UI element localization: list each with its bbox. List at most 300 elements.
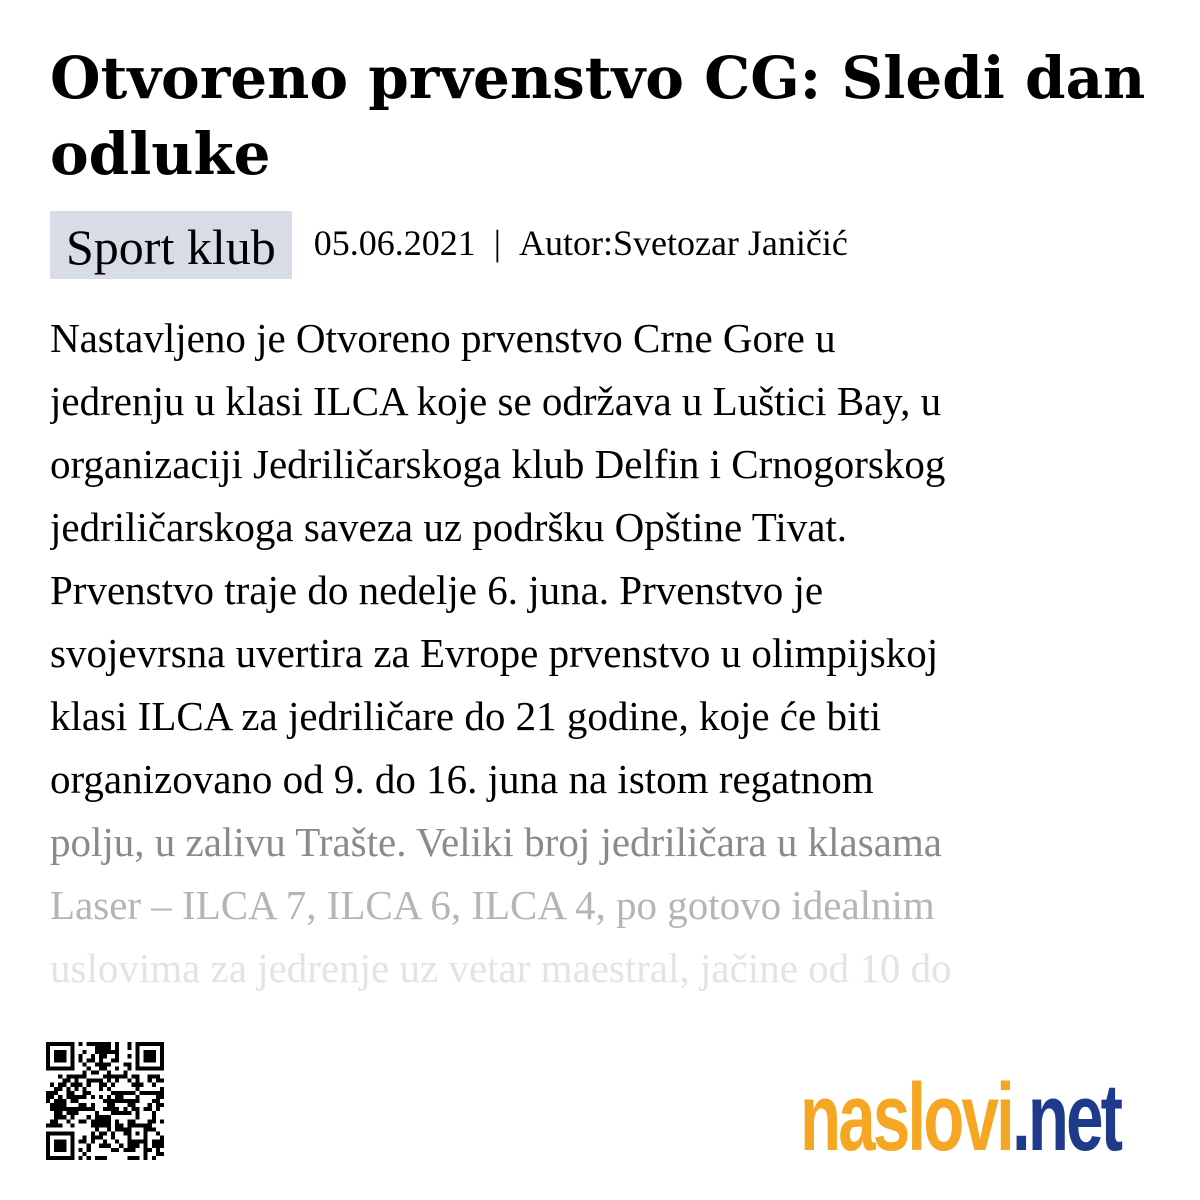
qr-module [115, 1058, 119, 1062]
qr-module [136, 1156, 140, 1160]
qr-module [95, 1136, 99, 1140]
qr-module [91, 1095, 95, 1099]
qr-module [123, 1107, 127, 1111]
qr-module [136, 1050, 140, 1054]
qr-module [79, 1148, 83, 1152]
qr-module [156, 1140, 160, 1144]
qr-module [119, 1075, 123, 1079]
qr-module [46, 1062, 50, 1066]
qr-module [66, 1107, 70, 1111]
qr-module [66, 1119, 70, 1123]
qr-module [136, 1099, 140, 1103]
qr-module [127, 1079, 131, 1083]
qr-module [95, 1119, 99, 1123]
qr-module [46, 1132, 50, 1136]
qr-module [91, 1132, 95, 1136]
body-line: polju, u zalivu Trašte. Veliki broj jedriličara u klasama [50, 819, 942, 865]
qr-module [156, 1095, 160, 1099]
qr-module [103, 1140, 107, 1144]
qr-module [91, 1070, 95, 1074]
qr-module [70, 1075, 74, 1079]
qr-module [140, 1042, 144, 1046]
qr-module [131, 1099, 135, 1103]
qr-module [123, 1127, 127, 1131]
logo-net: .net [1011, 1064, 1121, 1171]
qr-module [99, 1115, 103, 1119]
qr-module [148, 1119, 152, 1123]
qr-module [152, 1075, 156, 1079]
qr-module [152, 1127, 156, 1131]
qr-module [107, 1050, 111, 1054]
qr-module [115, 1099, 119, 1103]
qr-module [136, 1079, 140, 1083]
qr-module [152, 1099, 156, 1103]
qr-module [107, 1075, 111, 1079]
qr-module [103, 1107, 107, 1111]
qr-module [74, 1079, 78, 1083]
qr-module [66, 1132, 70, 1136]
qr-module [103, 1123, 107, 1127]
qr-module [160, 1050, 164, 1054]
qr-module [148, 1103, 152, 1107]
qr-module [70, 1095, 74, 1099]
qr-module [127, 1103, 131, 1107]
qr-module [70, 1042, 74, 1046]
qr-module [79, 1058, 83, 1062]
qr-module [79, 1119, 83, 1123]
qr-module [131, 1107, 135, 1111]
qr-module [54, 1132, 58, 1136]
qr-module [144, 1140, 148, 1144]
qr-module [62, 1156, 66, 1160]
qr-code-icon [46, 1040, 164, 1162]
qr-module [140, 1123, 144, 1127]
qr-module [58, 1140, 62, 1144]
qr-module [58, 1103, 62, 1107]
qr-module [152, 1115, 156, 1119]
qr-module [99, 1156, 103, 1160]
qr-module [70, 1050, 74, 1054]
qr-module [115, 1066, 119, 1070]
qr-module [119, 1111, 123, 1115]
qr-module [123, 1099, 127, 1103]
qr-module [54, 1087, 58, 1091]
qr-module [140, 1066, 144, 1070]
qr-module [62, 1079, 66, 1083]
qr-module [87, 1156, 91, 1160]
qr-module [111, 1132, 115, 1136]
body-line: Laser – ILCA 7, ILCA 6, ILCA 4, po gotovo idealnim [50, 882, 935, 928]
qr-module [156, 1079, 160, 1083]
qr-module [62, 1066, 66, 1070]
qr-module [54, 1111, 58, 1115]
qr-module [95, 1127, 99, 1131]
qr-module [54, 1103, 58, 1107]
qr-module [103, 1119, 107, 1123]
qr-module [54, 1140, 58, 1144]
qr-module [144, 1144, 148, 1148]
qr-module [79, 1107, 83, 1111]
qr-module [66, 1091, 70, 1095]
qr-module [111, 1058, 115, 1062]
qr-module [123, 1148, 127, 1152]
qr-module [136, 1140, 140, 1144]
qr-module [62, 1107, 66, 1111]
qr-module [58, 1148, 62, 1152]
qr-module [115, 1095, 119, 1099]
qr-module [46, 1050, 50, 1054]
qr-module [50, 1132, 54, 1136]
qr-module [46, 1144, 50, 1148]
qr-module [87, 1066, 91, 1070]
meta-separator: | [493, 223, 501, 263]
qr-module [83, 1070, 87, 1074]
qr-module [58, 1111, 62, 1115]
qr-module [148, 1050, 152, 1054]
qr-module [62, 1115, 66, 1119]
qr-module [70, 1152, 74, 1156]
qr-module [58, 1075, 62, 1079]
qr-module [62, 1132, 66, 1136]
qr-module [111, 1148, 115, 1152]
qr-module [66, 1075, 70, 1079]
qr-module [87, 1079, 91, 1083]
qr-module [131, 1140, 135, 1144]
qr-module [160, 1119, 164, 1123]
qr-module [127, 1091, 131, 1095]
qr-module [54, 1091, 58, 1095]
qr-module [127, 1123, 131, 1127]
qr-module [127, 1144, 131, 1148]
qr-module [111, 1111, 115, 1115]
qr-module [107, 1115, 111, 1119]
qr-module [107, 1087, 111, 1091]
qr-module [62, 1099, 66, 1103]
qr-module [160, 1042, 164, 1046]
qr-module [144, 1050, 148, 1054]
qr-module [107, 1099, 111, 1103]
body-line: Nastavljeno je Otvoreno prvenstvo Crne Gore u [50, 315, 836, 361]
qr-module [46, 1123, 50, 1127]
qr-module [115, 1127, 119, 1131]
qr-module [160, 1095, 164, 1099]
qr-module [87, 1115, 91, 1119]
qr-module [111, 1083, 115, 1087]
qr-module [111, 1075, 115, 1079]
qr-module [99, 1119, 103, 1123]
qr-module [62, 1050, 66, 1054]
qr-module [148, 1054, 152, 1058]
qr-module [74, 1111, 78, 1115]
qr-module [54, 1107, 58, 1111]
qr-module [50, 1119, 54, 1123]
qr-module [62, 1140, 66, 1144]
qr-module [95, 1156, 99, 1160]
qr-module [127, 1099, 131, 1103]
qr-module [74, 1099, 78, 1103]
body-line: uslovima za jedrenje uz vetar maestral, jačine od 10 do [50, 945, 952, 991]
qr-module [70, 1091, 74, 1095]
qr-module [99, 1058, 103, 1062]
qr-module [148, 1127, 152, 1131]
qr-module [46, 1054, 50, 1058]
qr-module [91, 1123, 95, 1127]
qr-module [83, 1107, 87, 1111]
qr-module [95, 1050, 99, 1054]
qr-module [115, 1050, 119, 1054]
qr-module [95, 1042, 99, 1046]
qr-module [83, 1152, 87, 1156]
qr-module [131, 1144, 135, 1148]
qr-module [99, 1079, 103, 1083]
qr-module [103, 1075, 107, 1079]
qr-module [111, 1050, 115, 1054]
qr-module [66, 1066, 70, 1070]
qr-module [46, 1152, 50, 1156]
qr-module [131, 1148, 135, 1152]
qr-module [127, 1127, 131, 1131]
qr-module [152, 1050, 156, 1054]
qr-module [131, 1156, 135, 1160]
qr-module [140, 1083, 144, 1087]
qr-module [95, 1115, 99, 1119]
qr-module [66, 1156, 70, 1160]
qr-module [107, 1103, 111, 1107]
qr-module [74, 1095, 78, 1099]
qr-module [91, 1079, 95, 1083]
qr-module [91, 1107, 95, 1111]
logo-naslovi: naslovi [800, 1064, 1012, 1171]
qr-module [144, 1148, 148, 1152]
qr-module [74, 1087, 78, 1091]
qr-module [70, 1062, 74, 1066]
qr-module [111, 1091, 115, 1095]
qr-module [119, 1095, 123, 1099]
qr-module [99, 1123, 103, 1127]
qr-module [99, 1066, 103, 1070]
qr-module [152, 1144, 156, 1148]
qr-module [103, 1099, 107, 1103]
qr-module [79, 1083, 83, 1087]
qr-module [111, 1099, 115, 1103]
qr-module [91, 1136, 95, 1140]
qr-module [62, 1083, 66, 1087]
site-logo[interactable] [800, 1064, 1121, 1171]
body-line: klasi ILCA za jedriličare do 21 godine, koje će biti [50, 693, 882, 739]
qr-module [127, 1046, 131, 1050]
qr-module [115, 1123, 119, 1127]
qr-module [136, 1046, 140, 1050]
qr-module [58, 1042, 62, 1046]
qr-module [99, 1095, 103, 1099]
qr-module [74, 1075, 78, 1079]
qr-module [103, 1083, 107, 1087]
qr-module [136, 1083, 140, 1087]
qr-module [99, 1062, 103, 1066]
qr-module [119, 1127, 123, 1131]
qr-module [58, 1066, 62, 1070]
qr-module [103, 1156, 107, 1160]
qr-module [160, 1079, 164, 1083]
qr-module [152, 1140, 156, 1144]
qr-module [46, 1095, 50, 1099]
qr-module [131, 1103, 135, 1107]
qr-module [54, 1156, 58, 1160]
qr-module [58, 1058, 62, 1062]
qr-module [115, 1111, 119, 1115]
qr-module [103, 1050, 107, 1054]
qr-module [54, 1115, 58, 1119]
qr-module [160, 1140, 164, 1144]
qr-module [136, 1132, 140, 1136]
article-meta [50, 211, 848, 283]
qr-module [91, 1140, 95, 1144]
qr-module [148, 1148, 152, 1152]
source-badge[interactable]: Sport klub [50, 211, 292, 279]
qr-module [87, 1042, 91, 1046]
qr-module [70, 1156, 74, 1160]
qr-module [54, 1123, 58, 1127]
qr-module [50, 1103, 54, 1107]
qr-module [136, 1111, 140, 1115]
qr-module [70, 1136, 74, 1140]
qr-module [83, 1075, 87, 1079]
qr-module [50, 1123, 54, 1127]
qr-module [144, 1054, 148, 1058]
qr-module [119, 1144, 123, 1148]
qr-module [54, 1099, 58, 1103]
qr-module [50, 1107, 54, 1111]
qr-module [103, 1066, 107, 1070]
qr-module [115, 1140, 119, 1144]
qr-module [99, 1083, 103, 1087]
qr-module [54, 1050, 58, 1054]
qr-module [156, 1107, 160, 1111]
qr-module [103, 1062, 107, 1066]
qr-module [107, 1144, 111, 1148]
qr-module [70, 1132, 74, 1136]
qr-module [103, 1046, 107, 1050]
qr-module [70, 1115, 74, 1119]
qr-module [107, 1046, 111, 1050]
qr-module [107, 1123, 111, 1127]
qr-module [58, 1144, 62, 1148]
body-line: jedrenju u klasi ILCA koje se održava u Luštici Bay, u [50, 378, 942, 424]
qr-module [83, 1050, 87, 1054]
qr-module [144, 1066, 148, 1070]
qr-module [160, 1087, 164, 1091]
qr-module [115, 1079, 119, 1083]
qr-module [58, 1107, 62, 1111]
article-author: Autor:Svetozar Janičić [518, 223, 848, 263]
qr-module [156, 1066, 160, 1070]
qr-module [99, 1087, 103, 1091]
qr-module [140, 1140, 144, 1144]
qr-module [83, 1119, 87, 1123]
qr-module [111, 1136, 115, 1140]
qr-module [99, 1054, 103, 1058]
qr-module [107, 1107, 111, 1111]
qr-module [127, 1062, 131, 1066]
qr-module [148, 1058, 152, 1062]
qr-module [62, 1058, 66, 1062]
qr-module [83, 1095, 87, 1099]
qr-module [123, 1070, 127, 1074]
qr-module [46, 1140, 50, 1144]
body-line: organizaciji Jedriličarskoga klub Delfin i Crnogorskog [50, 441, 946, 487]
qr-module [136, 1058, 140, 1062]
qr-module [70, 1111, 74, 1115]
qr-module [103, 1054, 107, 1058]
qr-module [58, 1123, 62, 1127]
qr-module [127, 1132, 131, 1136]
qr-module [95, 1070, 99, 1074]
qr-module [58, 1054, 62, 1058]
qr-module [79, 1042, 83, 1046]
qr-module [160, 1091, 164, 1095]
body-line: Prvenstvo traje do nedelje 6. juna. Prvenstvo je [50, 567, 824, 613]
qr-module [144, 1091, 148, 1095]
qr-module [131, 1091, 135, 1095]
qr-module [123, 1075, 127, 1079]
qr-module [99, 1144, 103, 1148]
qr-module [46, 1046, 50, 1050]
qr-module [103, 1144, 107, 1148]
qr-module [115, 1046, 119, 1050]
qr-module [144, 1127, 148, 1131]
qr-module [136, 1042, 140, 1046]
qr-module [160, 1062, 164, 1066]
qr-module [83, 1103, 87, 1107]
qr-module [152, 1119, 156, 1123]
qr-module [115, 1042, 119, 1046]
body-line: svojevrsna uvertira za Evrope prvenstvo u olimpijskoj [50, 630, 939, 676]
qr-module [127, 1119, 131, 1123]
qr-module [148, 1075, 152, 1079]
qr-module [83, 1140, 87, 1144]
qr-module [156, 1148, 160, 1152]
qr-module [127, 1111, 131, 1115]
qr-module [144, 1042, 148, 1046]
qr-module [148, 1066, 152, 1070]
qr-module [70, 1058, 74, 1062]
qr-module [46, 1058, 50, 1062]
qr-module [136, 1115, 140, 1119]
qr-module [107, 1042, 111, 1046]
qr-module [83, 1087, 87, 1091]
qr-module [70, 1107, 74, 1111]
qr-module [70, 1148, 74, 1152]
qr-module [58, 1095, 62, 1099]
qr-module [115, 1075, 119, 1079]
qr-module [62, 1103, 66, 1107]
qr-module [115, 1107, 119, 1111]
qr-module [152, 1054, 156, 1058]
qr-module [91, 1054, 95, 1058]
qr-module [54, 1066, 58, 1070]
qr-module [119, 1099, 123, 1103]
qr-module [87, 1058, 91, 1062]
qr-module [131, 1075, 135, 1079]
qr-module [50, 1091, 54, 1095]
qr-module [91, 1058, 95, 1062]
qr-module [148, 1123, 152, 1127]
qr-module [58, 1156, 62, 1160]
qr-module [83, 1136, 87, 1140]
qr-module [50, 1156, 54, 1160]
qr-module [95, 1123, 99, 1127]
qr-module [144, 1156, 148, 1160]
